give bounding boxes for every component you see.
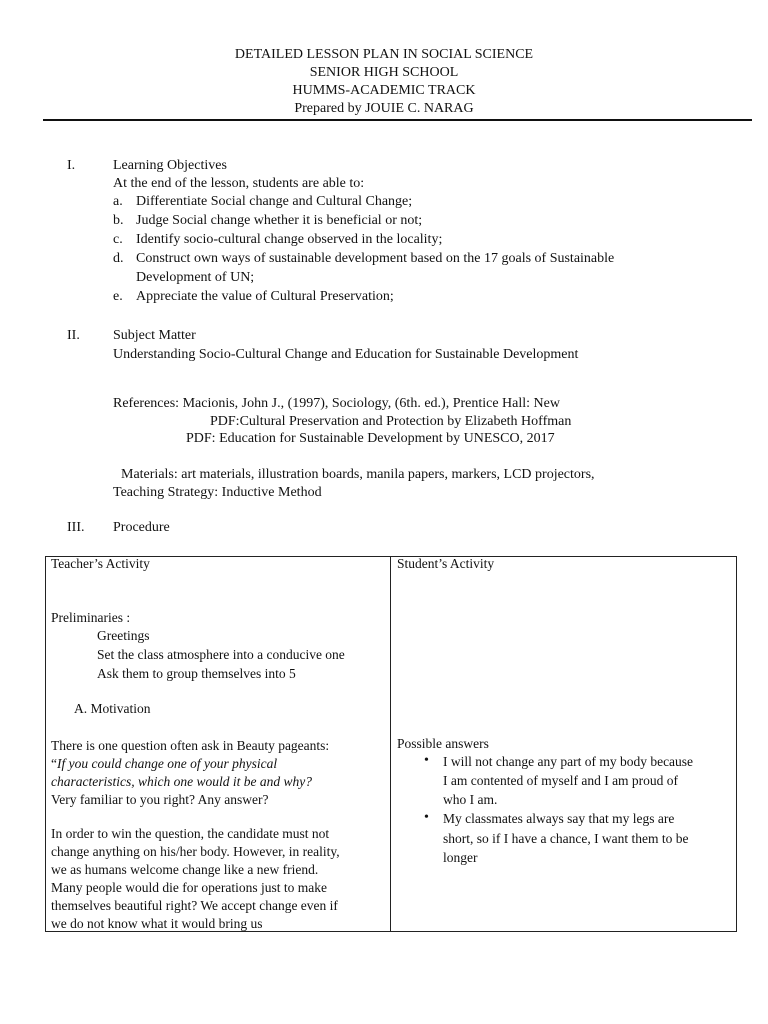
objective-mark: d. — [113, 251, 124, 266]
student-activity-header: Student’s Activity — [397, 556, 495, 571]
pageant-question-continued: characteristics, which one would it be and why? — [51, 774, 312, 789]
teacher-activity-header: Teacher’s Activity — [51, 556, 150, 571]
section3-number: III. — [67, 520, 85, 535]
motivation-heading: A. Motivation — [74, 701, 151, 716]
objective-item: Identify socio-cultural change observed in the locality; — [136, 232, 443, 247]
reference-line: PDF: Education for Sustainable Development by UNESCO, 2017 — [186, 431, 555, 446]
section2-title: Subject Matter — [113, 328, 196, 343]
possible-answers-label: Possible answers — [397, 736, 489, 751]
section3-title: Procedure — [113, 520, 170, 535]
objective-mark: a. — [113, 194, 123, 209]
teacher-text-line: we do not know what it would bring us — [51, 916, 263, 931]
reference-line: PDF:Cultural Preservation and Protection by Elizabeth Hoffman — [210, 414, 572, 429]
pageant-question: If you could change one of your physical — [57, 756, 278, 771]
student-answer-line: short, so if I have a chance, I want them to be — [443, 831, 689, 846]
teacher-text-line: we as humans welcome change like a new friend. — [51, 862, 319, 877]
objective-item: Judge Social change whether it is beneficial or not; — [136, 213, 423, 228]
table-column-divider — [390, 556, 391, 932]
teacher-text-line: change anything on his/her body. However, in reality, — [51, 844, 340, 859]
grouping-step: Ask them to group themselves into 5 — [97, 666, 296, 681]
bullet-icon: • — [424, 753, 429, 768]
greetings-step: Greetings — [97, 628, 150, 643]
teacher-text-line: There is one question often ask in Beauty pageants: — [51, 738, 330, 753]
section1-intro: At the end of the lesson, students are able to: — [113, 176, 365, 191]
student-answer-line: who I am. — [443, 792, 498, 807]
objective-mark: c. — [113, 232, 123, 247]
open-quote: “ — [51, 756, 57, 771]
section1-number: I. — [67, 158, 76, 173]
objective-item: Differentiate Social change and Cultural Change; — [136, 194, 413, 209]
header-rule — [43, 119, 752, 121]
objective-mark: b. — [113, 213, 124, 228]
document-header — [0, 46, 768, 118]
header-title: DETAILED LESSON PLAN IN SOCIAL SCIENCE — [234, 47, 534, 62]
section1-title: Learning Objectives — [113, 158, 227, 173]
student-answer-line: I am contented of myself and I am proud of — [443, 773, 679, 788]
objective-mark: e. — [113, 289, 123, 304]
header-school: SENIOR HIGH SCHOOL — [309, 65, 459, 80]
student-answer-line: My classmates always say that my legs are — [443, 811, 675, 826]
preliminaries-label: Preliminaries : — [51, 610, 131, 625]
atmosphere-step: Set the class atmosphere into a conducive one — [97, 647, 345, 662]
student-answer-line: I will not change any part of my body because — [443, 754, 694, 769]
student-answer-line: longer — [443, 850, 478, 865]
header-author: Prepared by JOUIE C. NARAG — [294, 101, 474, 116]
objective-item: Construct own ways of sustainable development based on the 17 goals of Sustainable — [136, 251, 615, 266]
teacher-text-line — [51, 755, 277, 773]
teacher-text-line: Very familiar to you right? Any answer? — [51, 792, 269, 807]
materials-line: Materials: art materials, illustration boards, manila papers, markers, LCD projectors, — [121, 467, 595, 482]
objective-item: Appreciate the value of Cultural Preservation; — [136, 289, 394, 304]
header-track: HUMMS-ACADEMIC TRACK — [292, 83, 476, 98]
teacher-text-line: themselves beautiful right? We accept change even if — [51, 898, 338, 913]
section2-topic: Understanding Socio-Cultural Change and Education for Sustainable Development — [113, 347, 579, 362]
reference-line: References: Macionis, John J., (1997), Sociology, (6th. ed.), Prentice Hall: New — [113, 396, 560, 411]
objective-item-continuation: Development of UN; — [136, 270, 255, 285]
teacher-text-line: Many people would die for operations just to make — [51, 880, 327, 895]
bullet-icon: • — [424, 810, 429, 825]
section2-number: II. — [67, 328, 80, 343]
strategy-line: Teaching Strategy: Inductive Method — [113, 485, 322, 500]
teacher-text-line: In order to win the question, the candidate must not — [51, 826, 330, 841]
